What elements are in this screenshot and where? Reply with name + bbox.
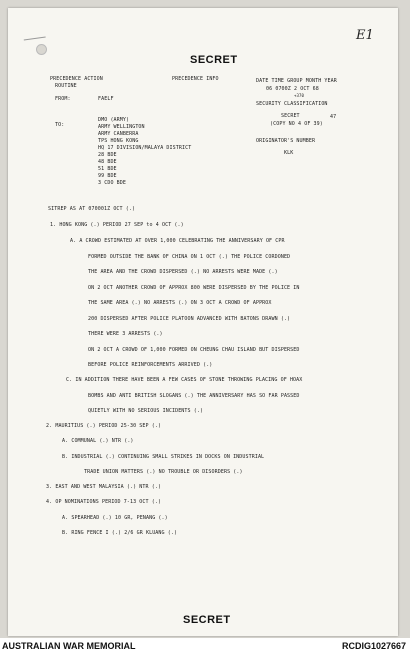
classification-top: SECRET (190, 54, 238, 66)
body-line: ON 2 OCT A CROWD OF 1,000 FORMED ON CHEUNG CHAU ISLAND BUT DISPERSED (88, 347, 300, 353)
body-line: THE AREA AND THE CROWD DISPERSED (.) NO ARRESTS WERE MADE (.) (88, 269, 278, 275)
body-line: 2. MAURITIUS (.) PERIOD 25-30 SEP (.) (46, 423, 162, 429)
from-value: FAELF (98, 96, 114, 102)
handwritten-reference: E1 (356, 28, 374, 43)
security-value: SECRET (281, 113, 300, 119)
body-line: A. COMMUNAL (.) NTR (.) (62, 438, 134, 444)
to-item: DMO (ARMY) (98, 117, 130, 123)
copy-annotation: 47 (330, 114, 337, 120)
body-line: A. A CROWD ESTIMATED AT OVER 1,000 CELEBRATING THE ANNIVERSARY OF CPR (70, 238, 285, 244)
dtg-value: 06 0700Z 2 OCT 68 (266, 86, 319, 92)
punch-hole (36, 44, 47, 55)
to-item: 51 BDE (98, 166, 117, 172)
body-line: TRADE UNION MATTERS (.) NO TROUBLE OR DISORDERS (.) (84, 469, 243, 475)
dtg-label: DATE TIME GROUP MONTH YEAR (256, 78, 337, 84)
originator-value: KLK (284, 150, 294, 156)
to-item: TPS HONG KONG (98, 138, 139, 144)
body-line: THERE WERE 3 ARRESTS (.) (88, 331, 163, 337)
body-line: 4. OP NOMINATIONS PERIOD 7-13 OCT (.) (46, 499, 162, 505)
precedence-action-label: PRECEDENCE ACTION (50, 76, 103, 82)
body-line: B. RING FENCE I (.) 2/6 GR KLUANG (.) (62, 530, 178, 536)
to-item: HQ 17 DIVISION/MALAYA DISTRICT (98, 145, 192, 151)
to-item: ARMY CANBERRA (98, 131, 139, 137)
body-line: ON 2 OCT ANOTHER CROWD OF APPROX 800 WERE DISPERSED BY THE POLICE IN (88, 285, 300, 291)
body-line: THE SAME AREA (.) NO ARRESTS (.) ON 3 OCT A CROWD OF APPROX (88, 300, 272, 306)
body-line: C. IN ADDITION THERE HAVE BEEN A FEW CASES OF STONE THROWING PLACING OF HOAX (66, 377, 303, 383)
dtg-note: +370 (294, 93, 305, 98)
to-item: 28 BDE (98, 152, 117, 158)
footer-source: AUSTRALIAN WAR MEMORIAL (2, 641, 136, 651)
body-line: QUIETLY WITH NO SERIOUS INCIDENTS (.) (88, 408, 204, 414)
precedence-info-label: PRECEDENCE INFO (172, 76, 219, 82)
to-item: 99 BDE (98, 173, 117, 179)
body-line: 3. EAST AND WEST MALAYSIA (.) NTR (.) (46, 484, 162, 490)
body-line: BEFORE POLICE REINFORCEMENTS ARRIVED (.) (88, 362, 213, 368)
classification-bottom: SECRET (183, 614, 231, 626)
to-item: 48 BDE (98, 159, 117, 165)
body-line: B. INDUSTRIAL (.) CONTINUING SMALL STRIKES IN DOCKS ON INDUSTRIAL (62, 454, 265, 460)
to-item: 3 CDO BDE (98, 180, 126, 186)
from-label: FROM: (55, 96, 71, 102)
body-line: BOMBS AND ANTI BRITISH SLOGANS (.) THE ANNIVERSARY HAS SO FAR PASSED (88, 393, 300, 399)
originator-label: ORIGINATOR'S NUMBER (256, 138, 316, 144)
sitrep-intro: SITREP AS AT 070001Z OCT (.) (48, 206, 136, 212)
copy-number: (COPY NO 4 OF 39) (270, 121, 323, 127)
to-item: ARMY WELLINGTON (98, 124, 145, 130)
security-label: SECURITY CLASSIFICATION (256, 101, 328, 107)
body-line: 200 DISPERSED AFTER POLICE PLATOON ADVANCED WITH BATONS DRAWN (.) (88, 316, 291, 322)
footer-id: RCDIG1027667 (341, 641, 406, 651)
body-line: FORMED OUTSIDE THE BANK OF CHINA ON 1 OCT (.) THE POLICE CORDONED (88, 254, 291, 260)
body-line: A. SPEARHEAD (.) 10 GR, PENANG (.) (62, 515, 168, 521)
to-label: TO: (55, 122, 65, 128)
precedence-action-value: ROUTINE (55, 83, 77, 89)
document-page (8, 8, 398, 636)
body-line: 1. HONG KONG (.) PERIOD 27 SEP to 4 OCT (.) (50, 222, 184, 228)
